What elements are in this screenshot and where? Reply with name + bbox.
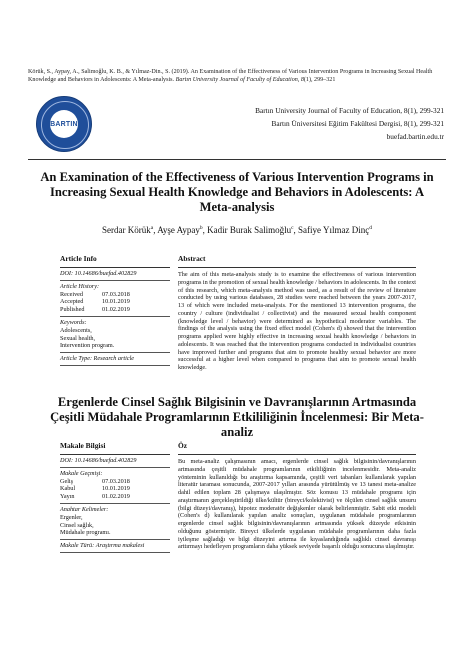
author-name: Serdar Körük — [102, 225, 151, 235]
article-history — [60, 281, 170, 317]
keyword: Adolescents, — [60, 326, 92, 334]
oz-heading: Öz — [178, 441, 416, 455]
abstract-panel — [178, 254, 416, 372]
history-row — [60, 493, 170, 501]
makale-turu-value: Araştırma makalesi — [95, 542, 145, 550]
doi-text[interactable]: DOI: 10.14686/buefad.402829 — [60, 270, 137, 277]
makale-doi — [60, 455, 170, 468]
header-rule — [28, 159, 446, 160]
journal-info — [255, 104, 444, 143]
history-date: 07.03.2018 — [102, 290, 130, 298]
journal-url[interactable]: buefad.bartin.edu.tr — [386, 132, 444, 141]
author-name: Ayşe Aypay — [157, 225, 200, 235]
oz-panel — [178, 441, 416, 551]
keywords-block — [60, 317, 170, 353]
makale-turu — [60, 540, 170, 553]
oz-text: Bu meta-analiz çalışmasının amacı, ergenlerde cinsel sağlık bilgisinin/davranışlarının artmasında çeşitli müdahale programlarının etkililiğinin incelenmesidir. Meta-analiz yönteminin kullanıldığı bu araştırma kapsamında, çeşitli veri tabanları kullanılarak yapılan literatür taraması sonucunda, 2007-2017 yılları arasında yürütülmüş ve 13 tanesi meta-analize dahil edilen toplam 28 çalışmaya ulaşılmıştır. Söz konusu 13 müdahale programı için araştırmanın gerçekleştirildiği ülke/kültür (bireyci/kolektivist) ve ölçülen cinsel sağlık unsuru (bilgi düzeyi/davranış), hipotez moderatör değişkenler olarak belirlenmiştir. Sabit etki modeli (Cohen's d) kullanılarak yapılan analiz sonuçları, uygulanan müdahale programlarının ergenlerde cinsel sağlık bilgisinin/davranışlarının artmasında yüksek düzeyde etkisinin olduğunu göstermiştir. Bireyci ülkelerde uygulanan müdahale programlarının daha fazla iyileşme sağladığı ve bilgi düzeyini artırma ile kıyaslandığında sağlıklı cinsel davranışı arttırmayı hedefleyen programların daha yüksek seviyede başarılı olduğu sonucuna ulaşılmıştır. — [178, 458, 416, 551]
keyword: Ergenler, — [60, 513, 83, 521]
authors: Serdar Körük$^a$, Ayşe Aypay$^b$, Kadir Burak Salimoğlu$^c$, Safiye Yılmaz Dinç$^d$ — [102, 225, 372, 235]
abstract-text: The aim of this meta-analysis study is to examine the effectiveness of various intervention programs in the promotion of sexual health knowledge / behaviors in adolescents. In the context of this research, which meta-analysis method was used, as a result of the review of literature conducted by using various databases, 28 studies were reached between the years 2007-2017, 13 of which were included meta-analysis. For the mentioned 13 intervention programs, the country / culture (individualist / collectivist) and the measured sexual health component (knowledge level / behavior) were determined as hypothetical moderator variables. The findings of the analysis using the fixed effect model (Cohen's d) showed that the intervention programs applied were highly effective in increasing sexual health knowledge / behaviors in adolescents. It was reached that the intervention programs conducted in individualist countries have improved further and programs that aim to promote healthy sexual behavior are more successful at a higher level when compared to programs that aim to promote sexual health knowledge. — [178, 271, 416, 371]
history-label: Article History: — [60, 282, 100, 290]
citation-journal: Bartın University Journal of Faculty of Education, 8 — [175, 77, 304, 83]
author-affiliation: d — [369, 225, 372, 231]
history-date: 01.02.2019 — [102, 493, 130, 501]
abstract-heading: Abstract — [178, 254, 416, 268]
history-row — [60, 291, 170, 299]
history-row — [60, 306, 170, 314]
author-affiliation: b — [199, 225, 203, 231]
history-row — [60, 478, 170, 486]
citation-authors: Körük, S., Aypay, A., Salimoğlu, K. B., & Yılmaz-Din., S. (2019). An Examination of the Effectiveness of Various Intervention Programs in Increasing Sexual Health Knowledge and Behaviors in Adolescents: A Meta-analysis. — [28, 69, 433, 83]
author-affiliation: c — [291, 225, 294, 231]
citation — [28, 68, 448, 84]
history-key: Yayın — [60, 493, 75, 501]
history-key: Kabul — [60, 485, 76, 493]
keywords-label: Keywords: — [60, 318, 87, 326]
author-name: Kadir Burak Salimoğlu — [207, 225, 292, 235]
citation-pages: (1), 299–321 — [303, 77, 336, 83]
keyword: Müdahale programı. — [60, 529, 111, 537]
makale-bilgisi-heading: Makale Bilgisi — [60, 441, 170, 455]
keyword: Intervention program. — [60, 342, 115, 350]
history-key: Published — [60, 306, 85, 314]
history-row — [60, 485, 170, 493]
history-key: Geliş — [60, 477, 74, 485]
journal-line-tr: Bartın Üniversitesi Eğitim Fakültesi Dergisi, 8(1), 299-321 — [271, 119, 444, 128]
anahtar-kelimeler-block — [60, 504, 170, 540]
history-key: Accepted — [60, 298, 84, 306]
title-english: An Examination of the Effectiveness of Various Intervention Programs in Increasing Sexual Health Knowledge and Behaviors in Adolescents: A Meta-analysis — [40, 170, 434, 214]
makale-history — [60, 468, 170, 504]
logo-text: BARTIN — [50, 120, 78, 128]
history-label: Makale Geçmişi: — [60, 469, 103, 477]
doi-text[interactable]: DOI: 10.14686/buefad.402829 — [60, 457, 137, 464]
history-key: Received — [60, 290, 84, 298]
keyword: Cinsel sağlık, — [60, 521, 94, 529]
history-date: 10.01.2019 — [102, 485, 130, 493]
history-date: 01.02.2019 — [102, 306, 130, 314]
history-date: 07.03.2018 — [102, 477, 130, 485]
journal-line-en: Bartın University Journal of Faculty of Education, 8(1), 299-321 — [255, 106, 444, 115]
article-type — [60, 353, 170, 366]
author-name: Safiye Yılmaz Dinç — [298, 225, 370, 235]
article-info-heading: Article Info — [60, 254, 170, 268]
makale-turu-label: Makale Türü: — [60, 542, 95, 550]
title-turkish: Ergenlerde Cinsel Sağlık Bilgisinin ve Davranışlarının Artmasında Çeşitli Müdahale Programlarının Etkililiğinin İncelenmesi: Bir Meta-analiz — [50, 395, 424, 439]
author-affiliation: a — [150, 225, 154, 231]
keyword: Sexual health, — [60, 334, 96, 342]
article-info-panel — [60, 254, 170, 366]
keywords-label: Anahtar Kelimeler: — [60, 505, 109, 513]
article-type-text: Article Type: Research article — [60, 355, 135, 363]
history-row — [60, 298, 170, 306]
makale-bilgisi-panel — [60, 441, 170, 553]
logo-ring — [41, 101, 89, 149]
article-doi — [60, 268, 170, 281]
university-logo — [36, 96, 92, 152]
history-date: 10.01.2019 — [102, 298, 130, 306]
